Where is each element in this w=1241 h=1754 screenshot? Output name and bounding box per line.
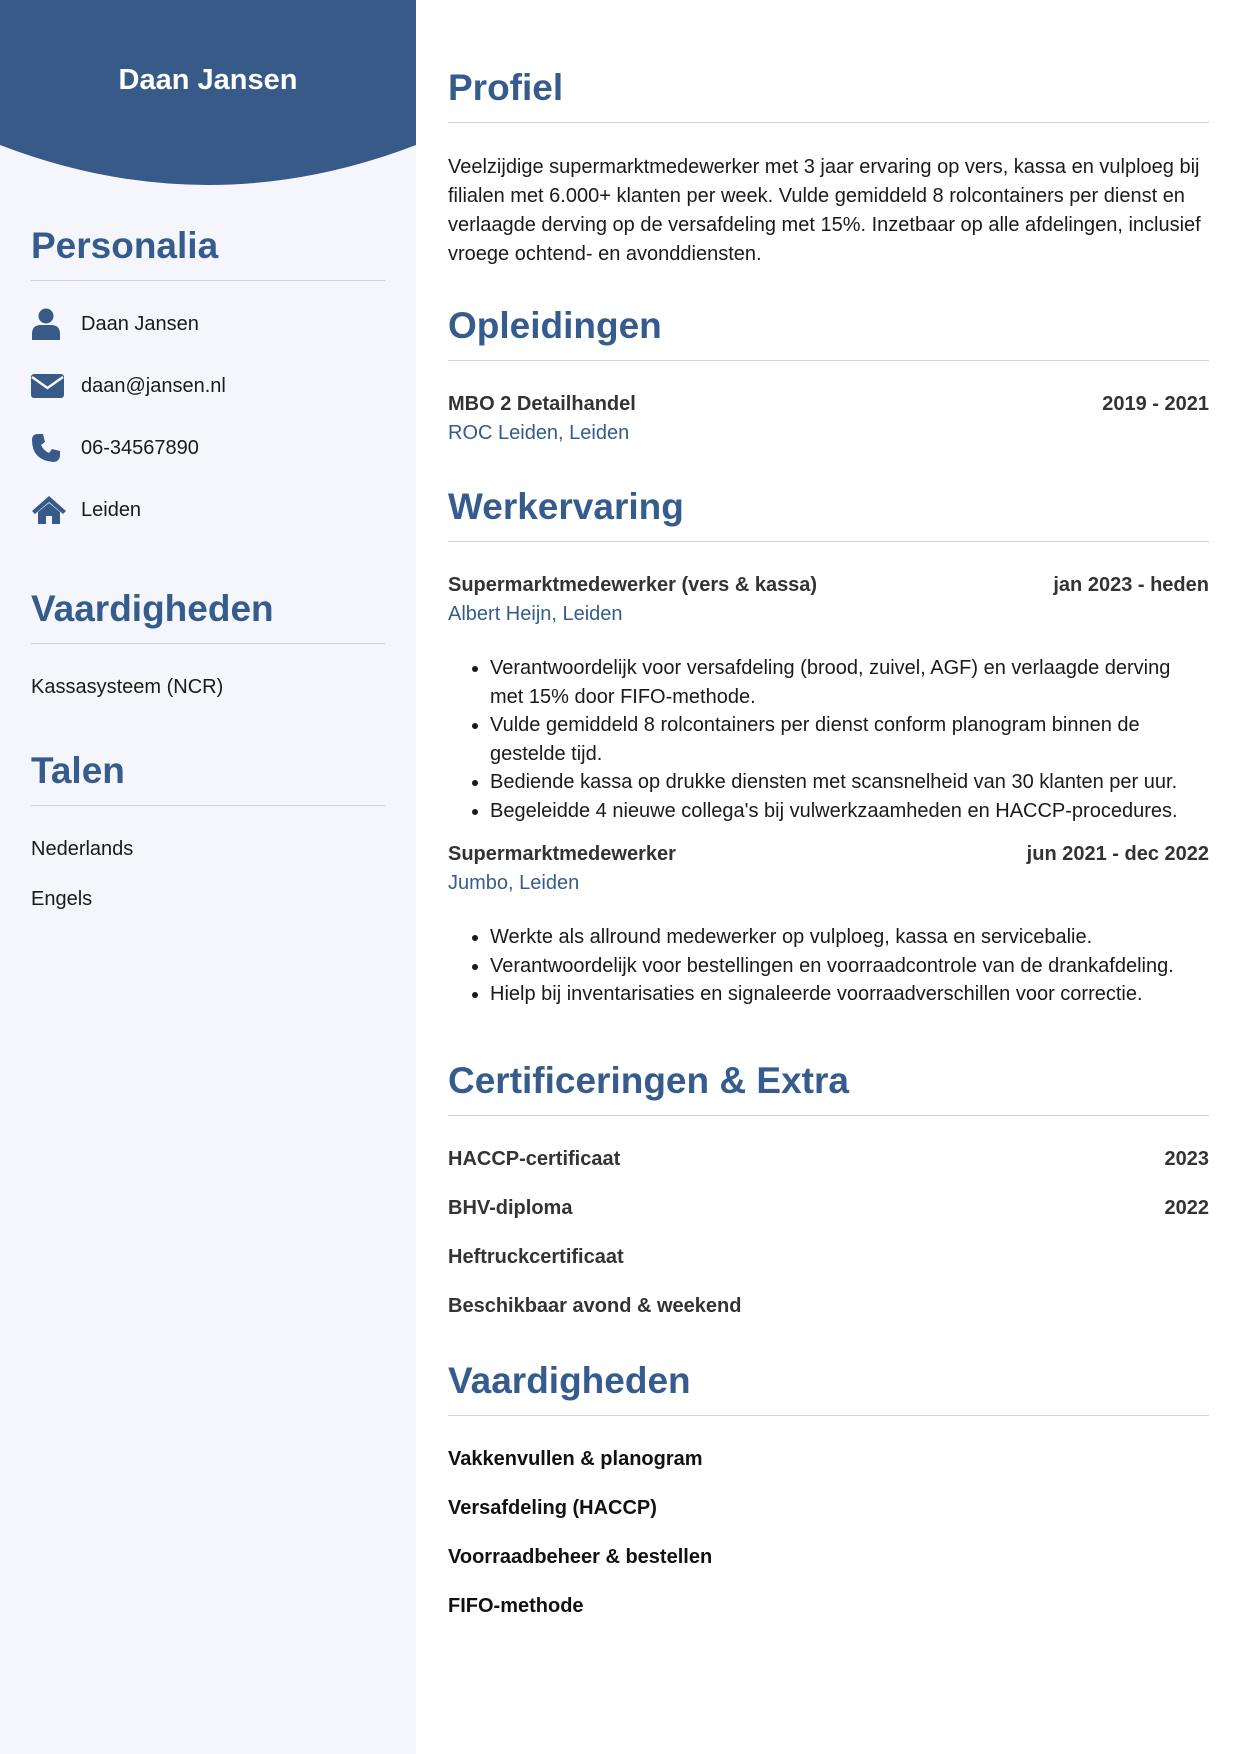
- experience-period: jun 2021 - dec 2022: [1026, 843, 1209, 865]
- divider: [448, 360, 1209, 361]
- education-title: Opleidingen: [448, 305, 662, 346]
- certification-name: BHV-diploma: [448, 1197, 573, 1219]
- contact-phone-row: [31, 417, 385, 479]
- candidate-name: Daan Jansen: [118, 64, 298, 96]
- list-item: • Hielp bij inventarisaties en signaleerde voorraadverschillen voor correctie.: [490, 980, 1209, 1009]
- education-section: [448, 307, 1209, 445]
- contact-location: Leiden: [81, 498, 142, 521]
- list-item: • Verantwoordelijk voor bestellingen en voorraadcontrole van de drankafdeling.: [490, 952, 1209, 981]
- list-item: • Werkte als allround medewerker op vulploeg, kassa en servicebalie.: [490, 923, 1209, 952]
- list-item: • Verantwoordelijk voor versafdeling (brood, zuivel, AGF) en verlaagde derving met 15% door FIFO-methode.: [490, 654, 1209, 711]
- experience-period: jan 2023 - heden: [1053, 574, 1209, 596]
- certification-item: [448, 1148, 1209, 1171]
- experience-company: Albert Heijn, Leiden: [448, 603, 623, 625]
- experience-role: Supermarktmedewerker: [448, 843, 676, 865]
- certification-name: Beschikbaar avond & weekend: [448, 1295, 742, 1317]
- divider: [448, 1115, 1209, 1116]
- personalia-title: Personalia: [31, 225, 219, 266]
- skills-title: Vaardigheden: [448, 1360, 691, 1401]
- experience-section: [448, 488, 1209, 1009]
- languages-section: [31, 752, 385, 911]
- profile-section: [448, 69, 1209, 269]
- divider: [448, 1415, 1209, 1416]
- certifications-title: Certificeringen & Extra: [448, 1060, 849, 1101]
- sidebar-skills-title: Vaardigheden: [31, 588, 274, 629]
- experience-item: [448, 574, 1209, 825]
- divider: [31, 643, 385, 644]
- education-period: 2019 - 2021: [1102, 393, 1209, 415]
- contact-email[interactable]: daan@jansen.nl: [81, 374, 226, 397]
- education-item: [448, 393, 1209, 445]
- certification-year: 2023: [1164, 1148, 1209, 1170]
- language-item: Engels: [31, 888, 93, 910]
- experience-item: [448, 843, 1209, 1009]
- languages-title: Talen: [31, 750, 125, 791]
- skill-item: FIFO-methode: [448, 1595, 584, 1617]
- experience-role: Supermarktmedewerker (vers & kassa): [448, 574, 818, 596]
- sidebar: [0, 0, 416, 1754]
- certifications-section: [448, 1062, 1209, 1318]
- certification-item: [448, 1246, 1209, 1269]
- contact-name-row: [31, 293, 385, 355]
- list-item: • Begeleidde 4 nieuwe collega's bij vulwerkzaamheden en HACCP-procedures.: [490, 797, 1209, 826]
- personalia-section: [31, 227, 385, 541]
- list-item: • Bediende kassa op drukke diensten met scansnelheid van 30 klanten per uur.: [490, 768, 1209, 797]
- language-item: Nederlands: [31, 838, 134, 860]
- phone-icon: [31, 433, 81, 463]
- list-item: • Vulde gemiddeld 8 rolcontainers per dienst conform planogram binnen de gestelde tijd.: [490, 711, 1209, 768]
- person-icon: [31, 308, 81, 340]
- profile-text: Veelzijdige supermarktmedewerker met 3 jaar ervaring op vers, kassa en vulploeg bij filialen met 6.000+ klanten per week. Vulde gemiddeld 8 rolcontainers per dienst en verlaagde derving op de versafdeling met 15%. Inzetbaar op alle afdelingen, inclusief vroege ochtend- en avonddiensten.: [448, 156, 1201, 265]
- contact-name: Daan Jansen: [81, 312, 199, 335]
- certification-item: [448, 1295, 1209, 1318]
- skill-item: Voorraadbeheer & bestellen: [448, 1546, 713, 1568]
- certification-item: [448, 1197, 1209, 1220]
- education-degree: MBO 2 Detailhandel: [448, 393, 636, 415]
- contact-email-row: [31, 355, 385, 417]
- education-school: ROC Leiden, Leiden: [448, 422, 630, 444]
- certification-name: HACCP-certificaat: [448, 1148, 621, 1170]
- skills-section: [448, 1362, 1209, 1618]
- divider: [448, 122, 1209, 123]
- divider: [31, 805, 385, 806]
- home-icon: [31, 495, 81, 525]
- contact-phone[interactable]: 06-34567890: [81, 436, 199, 459]
- envelope-icon: [31, 374, 81, 398]
- divider: [448, 541, 1209, 542]
- skill-item: Versafdeling (HACCP): [448, 1497, 657, 1519]
- certification-name: Heftruckcertificaat: [448, 1246, 624, 1268]
- experience-bullets: [448, 654, 1209, 825]
- sidebar-skills-section: [31, 590, 385, 699]
- sidebar-skill-item: Kassasysteem (NCR): [31, 676, 224, 698]
- experience-company: Jumbo, Leiden: [448, 872, 580, 894]
- experience-bullets: [448, 923, 1209, 1009]
- profile-title: Profiel: [448, 67, 564, 108]
- certification-year: 2022: [1164, 1197, 1209, 1219]
- skill-item: Vakkenvullen & planogram: [448, 1448, 703, 1470]
- experience-title: Werkervaring: [448, 486, 684, 527]
- divider: [31, 280, 385, 281]
- contact-location-row: [31, 479, 385, 541]
